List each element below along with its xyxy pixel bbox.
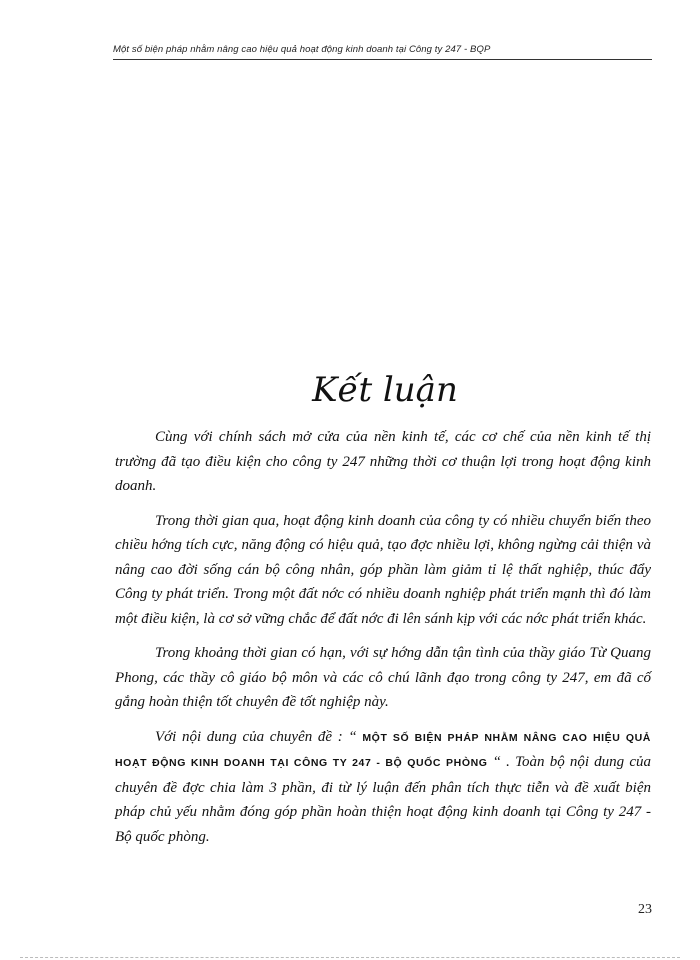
paragraph-3: Trong khoảng thời gian có hạn, với sự hớng dẫn tận tình của thầy giáo Từ Quang Phong, các thầy cô giáo bộ môn và các cô chú lãnh đạo trong công ty 247, em đã cố gắng hoàn thiện tốt chuyên đề tốt nghiệp này. <box>115 645 651 710</box>
page-title: Kết luận <box>312 370 458 410</box>
paragraph-4-lead: Với nội dung của chuyên đề : “ <box>155 728 363 745</box>
thesis-title-caps: MỘT SỐ BIỆN PHÁP NHẰM NÂNG CAO HIỆU QUẢ HOẠT ĐỘNG KINH DOANH TẠI CÔNG TY 247 - BỘ QUỐC PHÒNG <box>115 731 651 769</box>
header-divider <box>113 59 652 60</box>
paragraph-4 <box>115 725 651 850</box>
page-number: 23 <box>638 902 652 917</box>
page-bottom-divider <box>20 957 680 958</box>
running-header: Một số biện pháp nhằm nâng cao hiệu quả hoạt động kinh doanh tại Công ty 247 - BQP <box>113 44 491 55</box>
body-text <box>115 425 651 849</box>
paragraph-4-tail: “ . Toàn bộ nội dung của chuyên đề đợc chia làm 3 phần, đi từ lý luận đến phân tích thực tiễn và đề xuất biện pháp chủ yếu nhằm đóng góp phần hoàn thiện hoạt động kinh doanh tại Công ty 247 - Bộ quốc phòng. <box>115 754 651 845</box>
paragraph-2: Trong thời gian qua, hoạt động kinh doanh của công ty có nhiều chuyển biến theo chiều hớng tích cực, năng động có hiệu quả, tạo đợc nhiều lợi, không ngừng cải thiện và nâng cao đời sống cán bộ công nhân, góp phần làm giảm tỉ lệ thất nghiệp, thúc đẩy Công ty phát triển. Trong một đất nớc có nhiều doanh nghiệp phát triển mạnh thì đó làm một điều kiện, là cơ sở vững chắc để đất nớc đi lên sánh kịp với các nớc phát triển khác. <box>115 512 651 627</box>
paragraph-1: Cùng với chính sách mở cửa của nền kinh tế, các cơ chế của nền kinh tế thị trường đã tạo điều kiện cho công ty 247 những thời cơ thuận lợi trong hoạt động kinh doanh. <box>115 429 651 494</box>
